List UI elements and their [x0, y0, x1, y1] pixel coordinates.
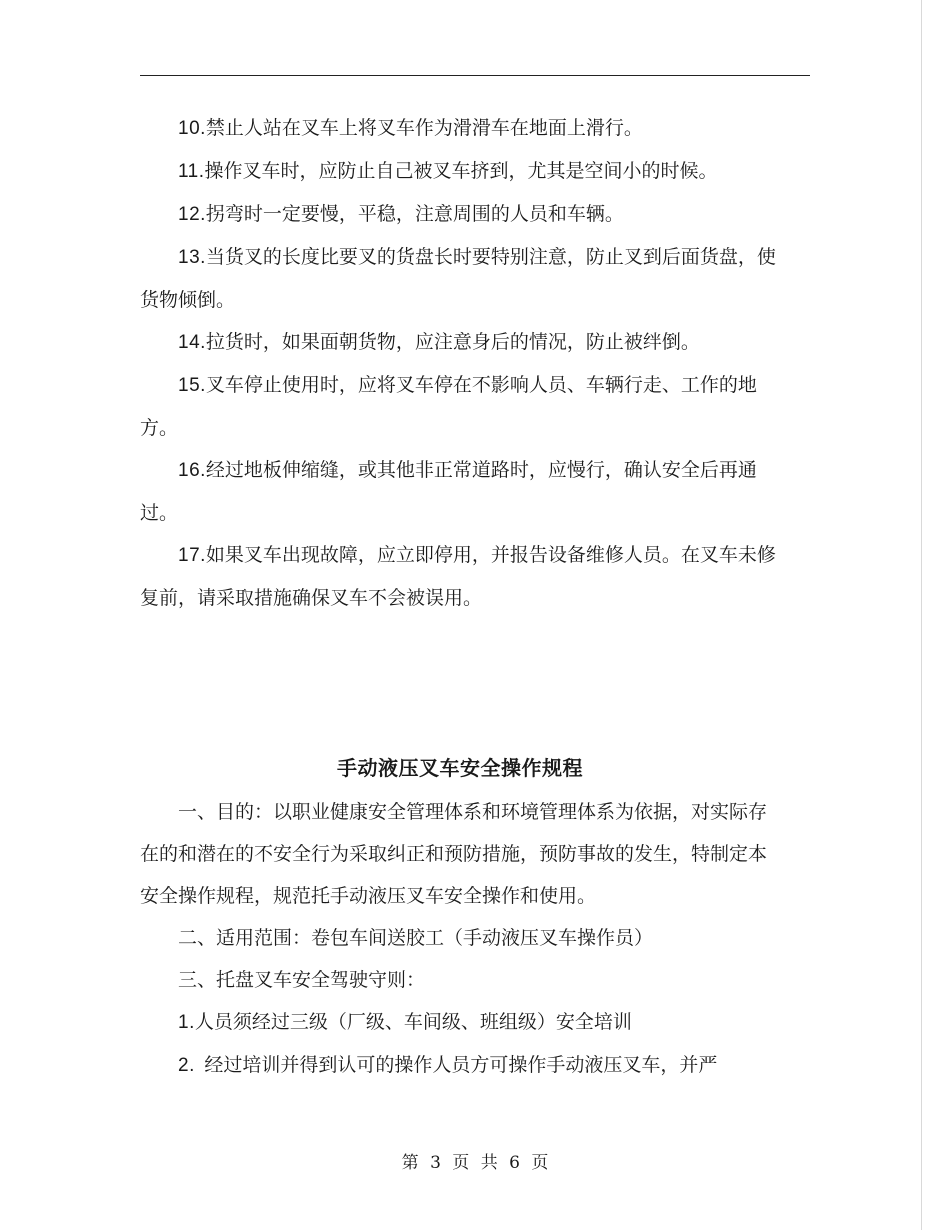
section-gap [140, 619, 780, 745]
rule-item: 2. 经过培训并得到认可的操作人员方可操作手动液压叉车，并严 [178, 1054, 718, 1076]
rules-heading: 三、托盘叉车安全驾驶守则： [178, 969, 426, 991]
list-item: 14.拉货时，如果面朝货物，应注意身后的情况，防止被绊倒。 [178, 331, 700, 353]
page-number-footer: 第 3 页 共 6 页 [401, 1153, 549, 1173]
list-item: 16.经过地板伸缩缝，或其他非正常道路时，应慢行，确认安全后再通过。 [140, 459, 757, 524]
document-body [140, 107, 780, 1087]
list-item: 15.叉车停止使用时，应将叉车停在不影响人员、车辆行走、工作的地方。 [140, 374, 757, 439]
header-rule [140, 75, 810, 76]
purpose-paragraph: 一、目的：以职业健康安全管理体系和环境管理体系为依据，对实际存在的和潜在的不安全行为采取纠正和预防措施，预防事故的发生，特制定本安全操作规程，规范托手动液压叉车安全操作和使用。 [140, 801, 768, 907]
list-item: 11.操作叉车时，应防止自己被叉车挤到，尤其是空间小的时候。 [178, 160, 718, 182]
page-edge-line [921, 0, 922, 1230]
scope-paragraph: 二、适用范围：卷包车间送胶工（手动液压叉车操作员） [178, 927, 654, 949]
rule-item: 1.人员须经过三级（厂级、车间级、班组级）安全培训 [178, 1011, 632, 1033]
list-item: 12.拐弯时一定要慢，平稳，注意周围的人员和车辆。 [178, 203, 624, 225]
list-item: 10.禁止人站在叉车上将叉车作为滑滑车在地面上滑行。 [178, 117, 643, 139]
section-title: 手动液压叉车安全操作规程 [337, 756, 583, 780]
list-item: 13.当货叉的长度比要叉的货盘长时要特别注意，防止叉到后面货盘，使货物倾倒。 [140, 246, 776, 311]
list-item: 17.如果叉车出现故障，应立即停用，并报告设备维修人员。在叉车未修复前，请采取措施确保叉车不会被误用。 [140, 544, 776, 609]
